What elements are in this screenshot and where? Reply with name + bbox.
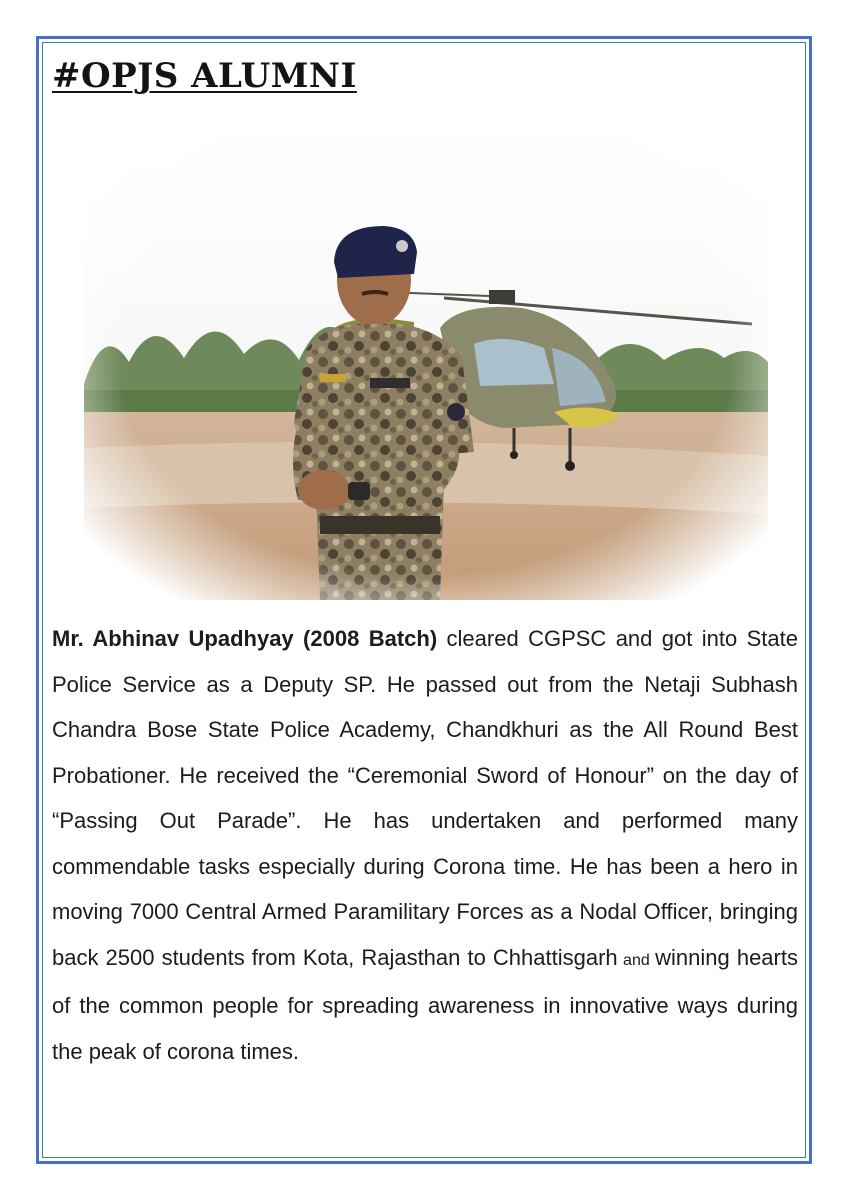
alumni-photo (84, 122, 768, 600)
bio-connector-and: and (617, 951, 656, 969)
alumni-name-batch: Mr. Abhinav Upadhyay (2008 Batch) (52, 626, 438, 651)
alumni-photo-illustration (84, 122, 768, 600)
alumni-bio (52, 616, 798, 1074)
page-heading: #OPJS ALUMNI (52, 56, 357, 96)
bio-text-part-2: winning hearts of the common people for spreading awareness in innovative ways during the peak of corona times. (52, 944, 798, 1064)
bio-text-part-1: cleared CGPSC and got into State Police Service as a Deputy SP. He passed out from the Netaji Subhash Chandra Bose State Police Academy, Chandkhuri as the All Round Best Probationer. He received the “Ceremonial Sword of Honour” on the day of “Passing Out Parade”. He has undertaken and performed many commendable tasks especially during Corona time. He has been a hero in moving 7000 Central Armed Paramilitary Forces as a Nodal Officer, bringing back 2500 students from Kota, Rajasthan to Chhattisgarh (52, 626, 798, 970)
